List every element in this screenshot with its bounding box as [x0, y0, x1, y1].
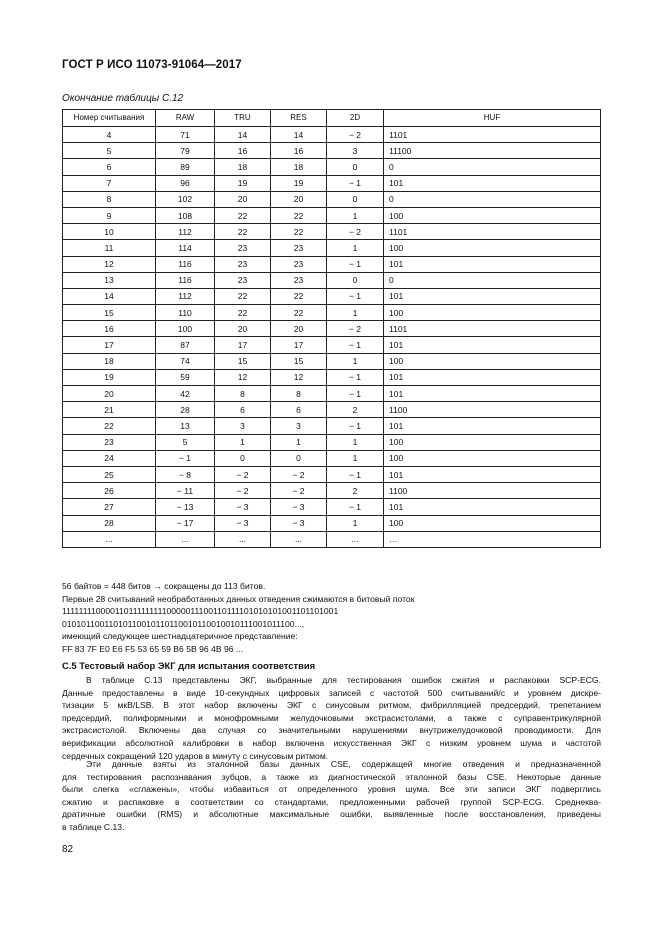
note-line: имеющий следующее шестнадцатеричное представление:: [62, 631, 298, 642]
table-cell: − 17: [156, 515, 215, 531]
table-cell: 6: [271, 402, 327, 418]
table-cell: 16: [271, 143, 327, 159]
table-cell: 101: [384, 175, 601, 191]
table-cell: 23: [271, 256, 327, 272]
table-cell: 22: [215, 288, 271, 304]
table-cell: − 2: [327, 321, 384, 337]
note-line: 1111111100001101111111110000011100110111101010101001101101001: [62, 606, 339, 617]
table-cell: 100: [384, 434, 601, 450]
table-cell: 16: [63, 321, 156, 337]
table-row: [63, 159, 601, 175]
table-cell: 9: [63, 207, 156, 223]
table-cell: − 3: [215, 499, 271, 515]
paragraph-line: верификации абсолютной калибровки в набор включена искусственная ЭКГ с низким уровнем шума и частотой: [62, 737, 601, 748]
table-cell: 6: [63, 159, 156, 175]
table-cell: − 1: [327, 499, 384, 515]
table-row: [63, 450, 601, 466]
table-cell: 110: [156, 305, 215, 321]
table-row: [63, 288, 601, 304]
table-row: [63, 321, 601, 337]
table-cell: 1: [215, 434, 271, 450]
table-cell: 22: [271, 288, 327, 304]
table-cell: 23: [271, 272, 327, 288]
table-cell: 23: [63, 434, 156, 450]
table-cell: 22: [271, 224, 327, 240]
table-row: [63, 386, 601, 402]
table-cell: 21: [63, 402, 156, 418]
section-title: С.5 Тестовый набор ЭКГ для испытания соответствия: [62, 660, 316, 671]
table-cell: 1: [327, 207, 384, 223]
table-cell: 1: [327, 434, 384, 450]
paragraph-line: Данные предоставлены в виде 10-секундных цифровых записей с частотой 500 считываний/с и уровнем дискре-: [62, 687, 601, 698]
table-cell: 100: [384, 353, 601, 369]
table-cell: 101: [384, 337, 601, 353]
table-cell: 20: [215, 321, 271, 337]
table-cell: 23: [215, 272, 271, 288]
table-cell: 12: [215, 369, 271, 385]
table-row: [63, 240, 601, 256]
paragraph-line: были слегка «сглажены», чтобы избавиться от определенного уровня шума. Все эти записи ЭКГ подверглись: [62, 784, 601, 795]
table-cell: 3: [327, 143, 384, 159]
table-cell: 114: [156, 240, 215, 256]
table-cell: 28: [63, 515, 156, 531]
table-cell: − 1: [327, 337, 384, 353]
table-cell: 102: [156, 191, 215, 207]
table-cell: 8: [271, 386, 327, 402]
column-header-raw: RAW: [156, 110, 215, 127]
paragraph-line: тизации 5 мкВ/LSB. В этот набор включены ЭКГ с синусовым ритмом, фибрилляцией предсердий, трепетанием: [62, 700, 601, 711]
paragraph-2: [62, 758, 601, 834]
table-cell: 1: [327, 240, 384, 256]
table-cell: − 1: [327, 386, 384, 402]
table-row: [63, 175, 601, 191]
table-cell: 23: [271, 240, 327, 256]
table-cell: 100: [384, 305, 601, 321]
table-cell: ...: [63, 531, 156, 547]
table-cell: 101: [384, 288, 601, 304]
table-cell: − 1: [327, 288, 384, 304]
table-cell: 0: [384, 272, 601, 288]
table-cell: 8: [63, 191, 156, 207]
table-cell: − 3: [215, 515, 271, 531]
table-cell: 1101: [384, 127, 601, 143]
table-cell: 12: [63, 256, 156, 272]
table-cell: − 1: [327, 175, 384, 191]
compression-notes: [62, 580, 602, 656]
table-cell: 100: [384, 240, 601, 256]
paragraph-line: в таблице С.13.: [62, 821, 125, 832]
table-cell: 14: [215, 127, 271, 143]
table-cell: 101: [384, 418, 601, 434]
note-line: FF 83 7F E0 E6 F5 53 65 59 B6 5B 96 4B 96 ...: [62, 643, 244, 654]
table-cell: 10: [63, 224, 156, 240]
table-cell: 0: [215, 450, 271, 466]
table-row: [63, 418, 601, 434]
table-cell: 1: [327, 450, 384, 466]
table-cell: 11100: [384, 143, 601, 159]
table-cell: 100: [384, 207, 601, 223]
table-row: [63, 466, 601, 482]
table-cell: − 2: [327, 127, 384, 143]
table-row: [63, 515, 601, 531]
paragraph-line: экстрасистолой. Включены два случая со значительными нарушениями внутрижелудочковой проводимости. Для: [62, 725, 601, 736]
table-row: [63, 402, 601, 418]
note-line: 56 байтов = 448 битов → сокращены до 113 битов.: [62, 581, 266, 591]
table-cell: 116: [156, 256, 215, 272]
table-cell: 18: [63, 353, 156, 369]
table-row: [63, 353, 601, 369]
table-row: [63, 256, 601, 272]
table-row: [63, 191, 601, 207]
table-cell: 22: [63, 418, 156, 434]
table-cell: 71: [156, 127, 215, 143]
paragraph-line: для тестирования распознавания зубцов, а также из диагностической эталонной базы CSE. Некоторые данные: [62, 771, 601, 782]
table-cell: 3: [271, 418, 327, 434]
table-cell: − 1: [327, 418, 384, 434]
table-cell: 11: [63, 240, 156, 256]
table-cell: 24: [63, 450, 156, 466]
table-cell: 12: [271, 369, 327, 385]
table-cell: 16: [215, 143, 271, 159]
table-cell: − 2: [215, 466, 271, 482]
paragraph-line: сердечных сокращений 120 ударов в минуту с синусовым ритмом.: [62, 750, 329, 761]
table-cell: 0: [384, 191, 601, 207]
table-cell: 22: [271, 207, 327, 223]
table-cell: 1: [327, 305, 384, 321]
table-cell: − 1: [327, 466, 384, 482]
table-cell: 27: [63, 499, 156, 515]
paragraph-line: Эти данные взяты из эталонной базы данных CSE, содержащей многие отведения и предназначенной: [86, 759, 601, 769]
note-line: 01010110011010110010110110010110010010111001011100...,: [62, 618, 305, 629]
table-cell: 19: [215, 175, 271, 191]
column-header-tru: TRU: [215, 110, 271, 127]
table-cell: 5: [156, 434, 215, 450]
table-cell: ...: [271, 531, 327, 547]
table-cell: 14: [63, 288, 156, 304]
table-cell: 18: [271, 159, 327, 175]
table-cell: 20: [215, 191, 271, 207]
table-cell: 1100: [384, 402, 601, 418]
table-cell: 1: [327, 353, 384, 369]
table-row: [63, 272, 601, 288]
table-cell: 100: [384, 515, 601, 531]
paragraph-1: [62, 674, 601, 762]
table-cell: 101: [384, 386, 601, 402]
table-cell: − 13: [156, 499, 215, 515]
table-cell: 42: [156, 386, 215, 402]
column-header-reading-number: Номер считывания: [63, 110, 156, 127]
table-cell: 14: [271, 127, 327, 143]
column-header-res: RES: [271, 110, 327, 127]
table-cell: 112: [156, 224, 215, 240]
paragraph-line: В таблице С.13 представлены ЭКГ, выбранные для тестирования ошибок сжатия и распаковки SCP-ECG.: [86, 675, 601, 685]
table-cell: 1101: [384, 321, 601, 337]
table-cell: 2: [327, 402, 384, 418]
table-cell: 3: [215, 418, 271, 434]
table-cell: − 1: [327, 256, 384, 272]
table-cell: 20: [63, 386, 156, 402]
table-cell: 15: [63, 305, 156, 321]
table-cell: 23: [215, 240, 271, 256]
table-cell: 19: [63, 369, 156, 385]
table-cell: 17: [271, 337, 327, 353]
table-row: [63, 531, 601, 547]
table-row: [63, 143, 601, 159]
table-cell: 20: [271, 321, 327, 337]
table-cell: 22: [215, 207, 271, 223]
table-cell: 20: [271, 191, 327, 207]
table-cell: …: [327, 531, 384, 547]
table-cell: 5: [63, 143, 156, 159]
table-row: [63, 207, 601, 223]
table-cell: 1101: [384, 224, 601, 240]
page-number: 82: [62, 844, 74, 855]
table-cell: 18: [215, 159, 271, 175]
table-cell: 108: [156, 207, 215, 223]
table-cell: 23: [215, 256, 271, 272]
table-cell: 0: [327, 191, 384, 207]
table-row: [63, 224, 601, 240]
table-cell: 28: [156, 402, 215, 418]
table-cell: 1: [327, 515, 384, 531]
table-cell: 112: [156, 288, 215, 304]
table-cell: − 2: [271, 483, 327, 499]
table-cell: − 2: [215, 483, 271, 499]
table-cell: 4: [63, 127, 156, 143]
table-cell: 17: [215, 337, 271, 353]
table-cell: 1: [271, 434, 327, 450]
table-cell: 2: [327, 483, 384, 499]
table-cell: 74: [156, 353, 215, 369]
table-row: [63, 434, 601, 450]
table-cell: …: [384, 531, 601, 547]
table-cell: 96: [156, 175, 215, 191]
table-header-row: [63, 110, 601, 127]
table-row: [63, 483, 601, 499]
document-header: ГОСТ Р ИСО 11073-91064—2017: [62, 59, 242, 71]
table-cell: 15: [271, 353, 327, 369]
table-cell: 7: [63, 175, 156, 191]
table-cell: 89: [156, 159, 215, 175]
table-cell: 0: [384, 159, 601, 175]
table-cell: 22: [271, 305, 327, 321]
table-cell: 100: [384, 450, 601, 466]
table-row: [63, 127, 601, 143]
table-row: [63, 337, 601, 353]
table-cell: 59: [156, 369, 215, 385]
table-cell: − 2: [327, 224, 384, 240]
table-row: [63, 499, 601, 515]
table-cell: 101: [384, 466, 601, 482]
table-caption: Окончание таблицы С.12: [62, 93, 184, 104]
note-line: Первые 28 считываний необработанных данных отведения сжимаются в битовый поток: [62, 593, 415, 604]
table-cell: 25: [63, 466, 156, 482]
table-row: [63, 369, 601, 385]
table-cell: − 2: [271, 466, 327, 482]
table-cell: − 3: [271, 499, 327, 515]
table-cell: − 1: [156, 450, 215, 466]
paragraph-line: предсердий, полиформными и монофромными желудочковыми экстрасистолами, а также с суправентрикулярной: [62, 712, 601, 723]
table-cell: 0: [271, 450, 327, 466]
data-table: [62, 109, 601, 548]
table-cell: 13: [63, 272, 156, 288]
table-row: [63, 305, 601, 321]
table-cell: 13: [156, 418, 215, 434]
table-cell: − 11: [156, 483, 215, 499]
paragraph-line: сжатию и распаковке в соответствии со стандартами, предложенными рабочей группой SCP-ECG. Среднеква-: [62, 796, 601, 807]
table-cell: − 1: [327, 369, 384, 385]
table-cell: 8: [215, 386, 271, 402]
column-header-huf: HUF: [384, 110, 601, 127]
table-cell: 19: [271, 175, 327, 191]
table-cell: 0: [327, 272, 384, 288]
table-cell: 1100: [384, 483, 601, 499]
paragraph-line: дратичные ошибки (RMS) и абсолютные максимальные ошибки, выявленные после восстановления, приведены: [62, 809, 601, 820]
table-cell: 101: [384, 369, 601, 385]
table-cell: 6: [215, 402, 271, 418]
table-cell: − 8: [156, 466, 215, 482]
table-cell: 100: [156, 321, 215, 337]
table-cell: 101: [384, 256, 601, 272]
table-cell: 15: [215, 353, 271, 369]
table-cell: 22: [215, 224, 271, 240]
table-cell: − 3: [271, 515, 327, 531]
table-cell: ...: [215, 531, 271, 547]
table-body: [63, 127, 601, 548]
table-cell: 26: [63, 483, 156, 499]
table-cell: 116: [156, 272, 215, 288]
table-cell: ...: [156, 531, 215, 547]
table-cell: 87: [156, 337, 215, 353]
column-header-2d: 2D: [327, 110, 384, 127]
table-cell: 17: [63, 337, 156, 353]
table-cell: 101: [384, 499, 601, 515]
table-cell: 79: [156, 143, 215, 159]
table-cell: 22: [215, 305, 271, 321]
table-cell: 0: [327, 159, 384, 175]
